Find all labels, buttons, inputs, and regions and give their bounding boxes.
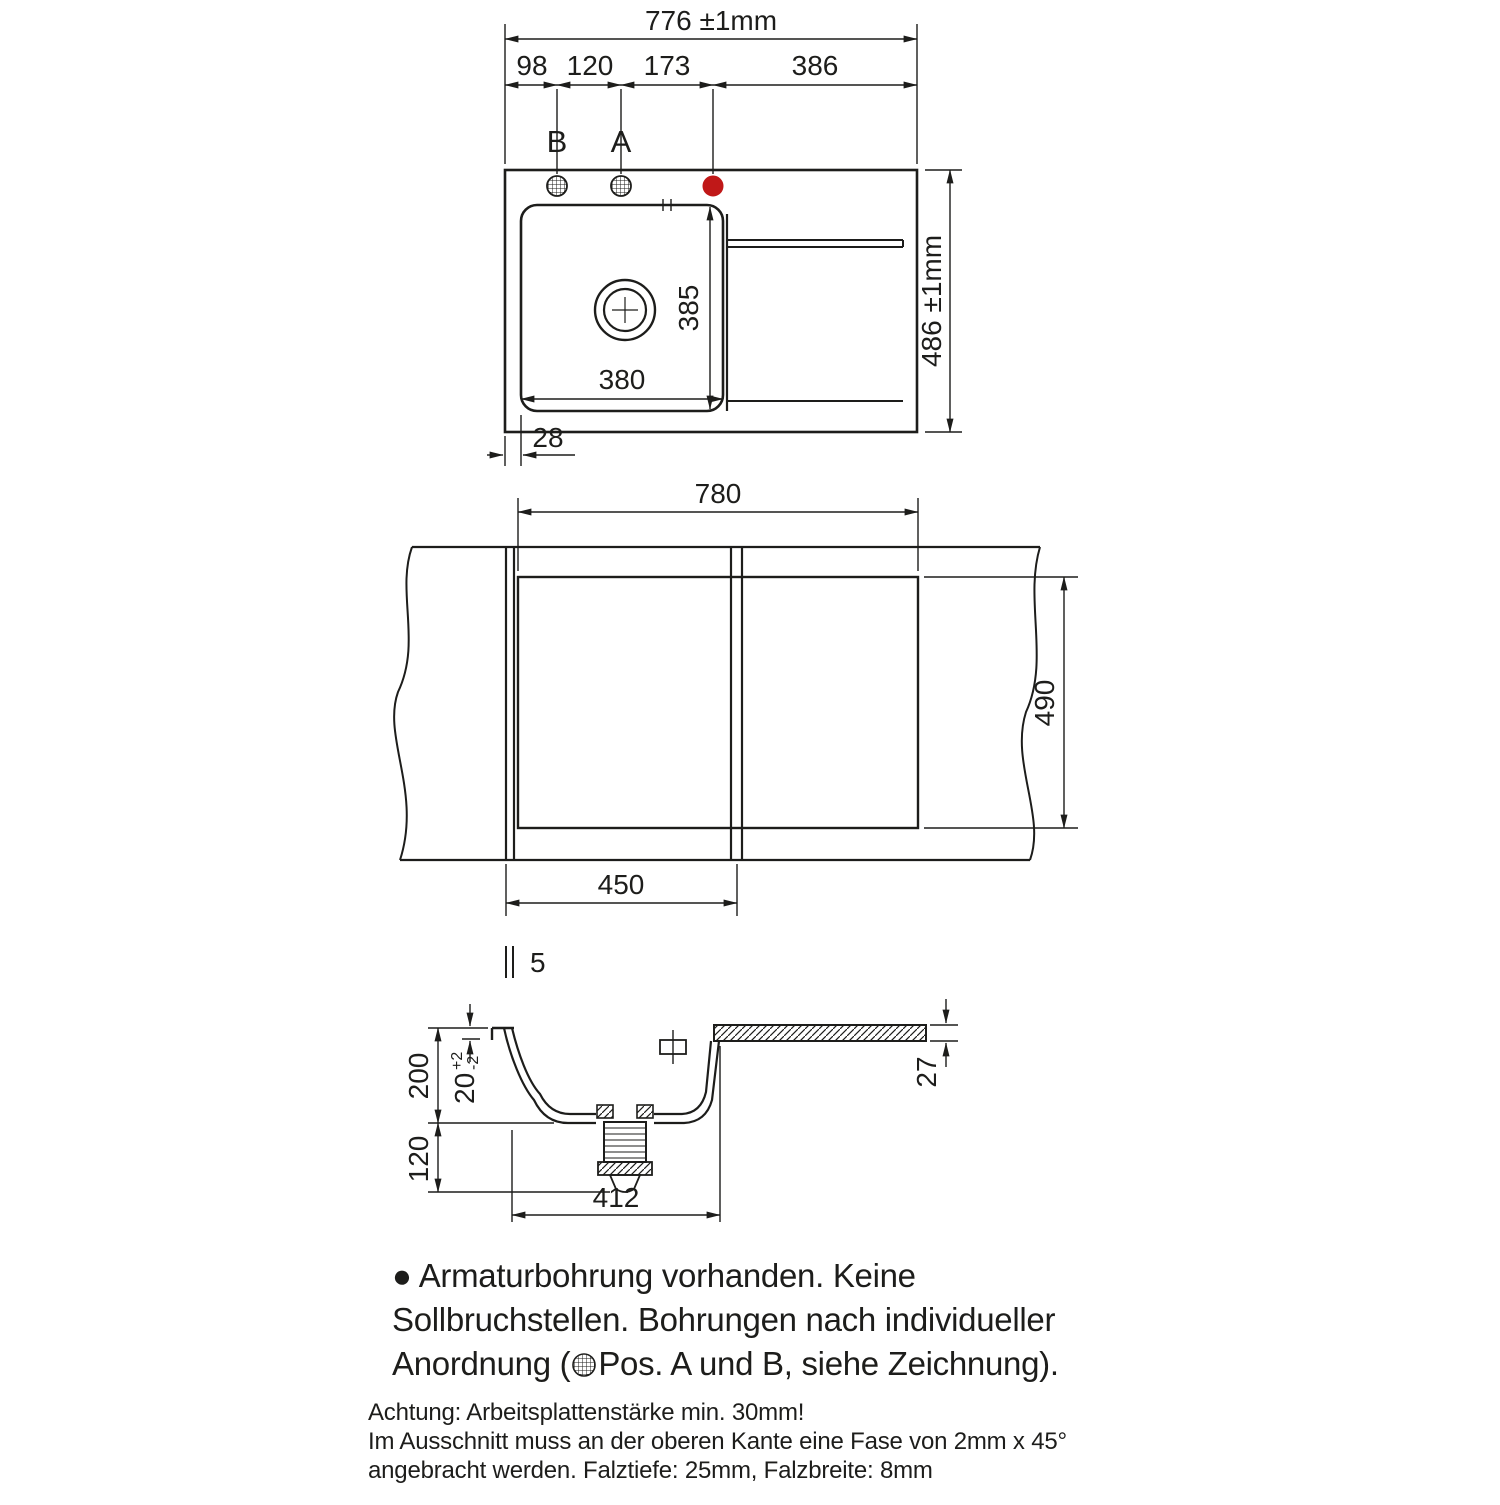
attention-line-1: Achtung: Arbeitsplattenstärke min. 30mm! bbox=[368, 1399, 805, 1426]
dim-20-tolerance-label bbox=[449, 1052, 482, 1104]
top-view-labels bbox=[516, 5, 947, 453]
notes-line-1 bbox=[392, 1254, 1059, 1298]
notes-line-2: Sollbruchstellen. Bohrungen nach individueller bbox=[392, 1301, 1056, 1338]
dim-385-label: 385 bbox=[673, 284, 704, 332]
dim-380-label: 380 bbox=[598, 364, 646, 395]
notes-line-3: Anordnung ( Pos. A und B, siehe Zeichnung). bbox=[392, 1342, 1059, 1389]
tap-hole-symbol-icon bbox=[570, 1345, 598, 1389]
attention-line-2: Im Ausschnitt muss an der oberen Kante eine Fase von 2mm x 45° bbox=[368, 1428, 1067, 1455]
drain-flange-right bbox=[637, 1105, 653, 1118]
pos-a-label: A bbox=[610, 124, 632, 159]
dim-28-label: 28 bbox=[532, 422, 564, 453]
dim-27-label: 27 bbox=[911, 1056, 942, 1088]
bullet-icon: ● bbox=[392, 1257, 412, 1294]
notes-line-1-text: Armaturbohrung vorhanden. Keine bbox=[418, 1257, 916, 1294]
dim-386-label: 386 bbox=[791, 50, 839, 81]
dim-200-label: 200 bbox=[403, 1052, 434, 1100]
section-view-labels bbox=[403, 1052, 942, 1213]
dim-780-label: 780 bbox=[694, 478, 742, 509]
section-view bbox=[428, 999, 958, 1222]
dim-490-label: 490 bbox=[1029, 679, 1060, 727]
attention-line-3: angebracht werden. Falztiefe: 25mm, Falzbreite: 8mm bbox=[368, 1457, 933, 1484]
tap-hole-drilled-red bbox=[703, 176, 723, 196]
dim-412-label: 412 bbox=[592, 1182, 640, 1213]
dim-5-label: 5 bbox=[530, 947, 546, 978]
svg-text:-2: -2 bbox=[465, 1055, 482, 1070]
dim-486-label: 486 ±1mm bbox=[916, 234, 947, 368]
tap-hole-a bbox=[611, 176, 631, 196]
tap-hole-b bbox=[547, 176, 567, 196]
dim-98-label: 98 bbox=[516, 50, 548, 81]
bowl-wall-inner bbox=[512, 1028, 711, 1114]
dim-120-label: 120 bbox=[403, 1135, 434, 1183]
svg-text:20: 20 bbox=[449, 1072, 480, 1104]
drain-nut bbox=[598, 1162, 652, 1175]
dim-776-label: 776 ±1mm bbox=[644, 5, 778, 36]
dim-173-label: 173 bbox=[643, 50, 691, 81]
dim-120-label: 120 bbox=[566, 50, 614, 81]
top-view bbox=[487, 24, 962, 466]
sink-outline bbox=[505, 170, 917, 432]
pos-b-label: B bbox=[546, 124, 568, 159]
worktop-break-left bbox=[394, 547, 412, 860]
dim-450-label: 450 bbox=[597, 869, 645, 900]
drain-flange-left bbox=[597, 1105, 613, 1118]
notes-main bbox=[392, 1254, 1059, 1389]
drainboard-section bbox=[714, 1025, 926, 1041]
notes-attention bbox=[368, 1398, 1067, 1485]
cutout-rect bbox=[518, 577, 918, 828]
cutout-view bbox=[394, 498, 1078, 978]
svg-text:+2: +2 bbox=[449, 1051, 466, 1070]
